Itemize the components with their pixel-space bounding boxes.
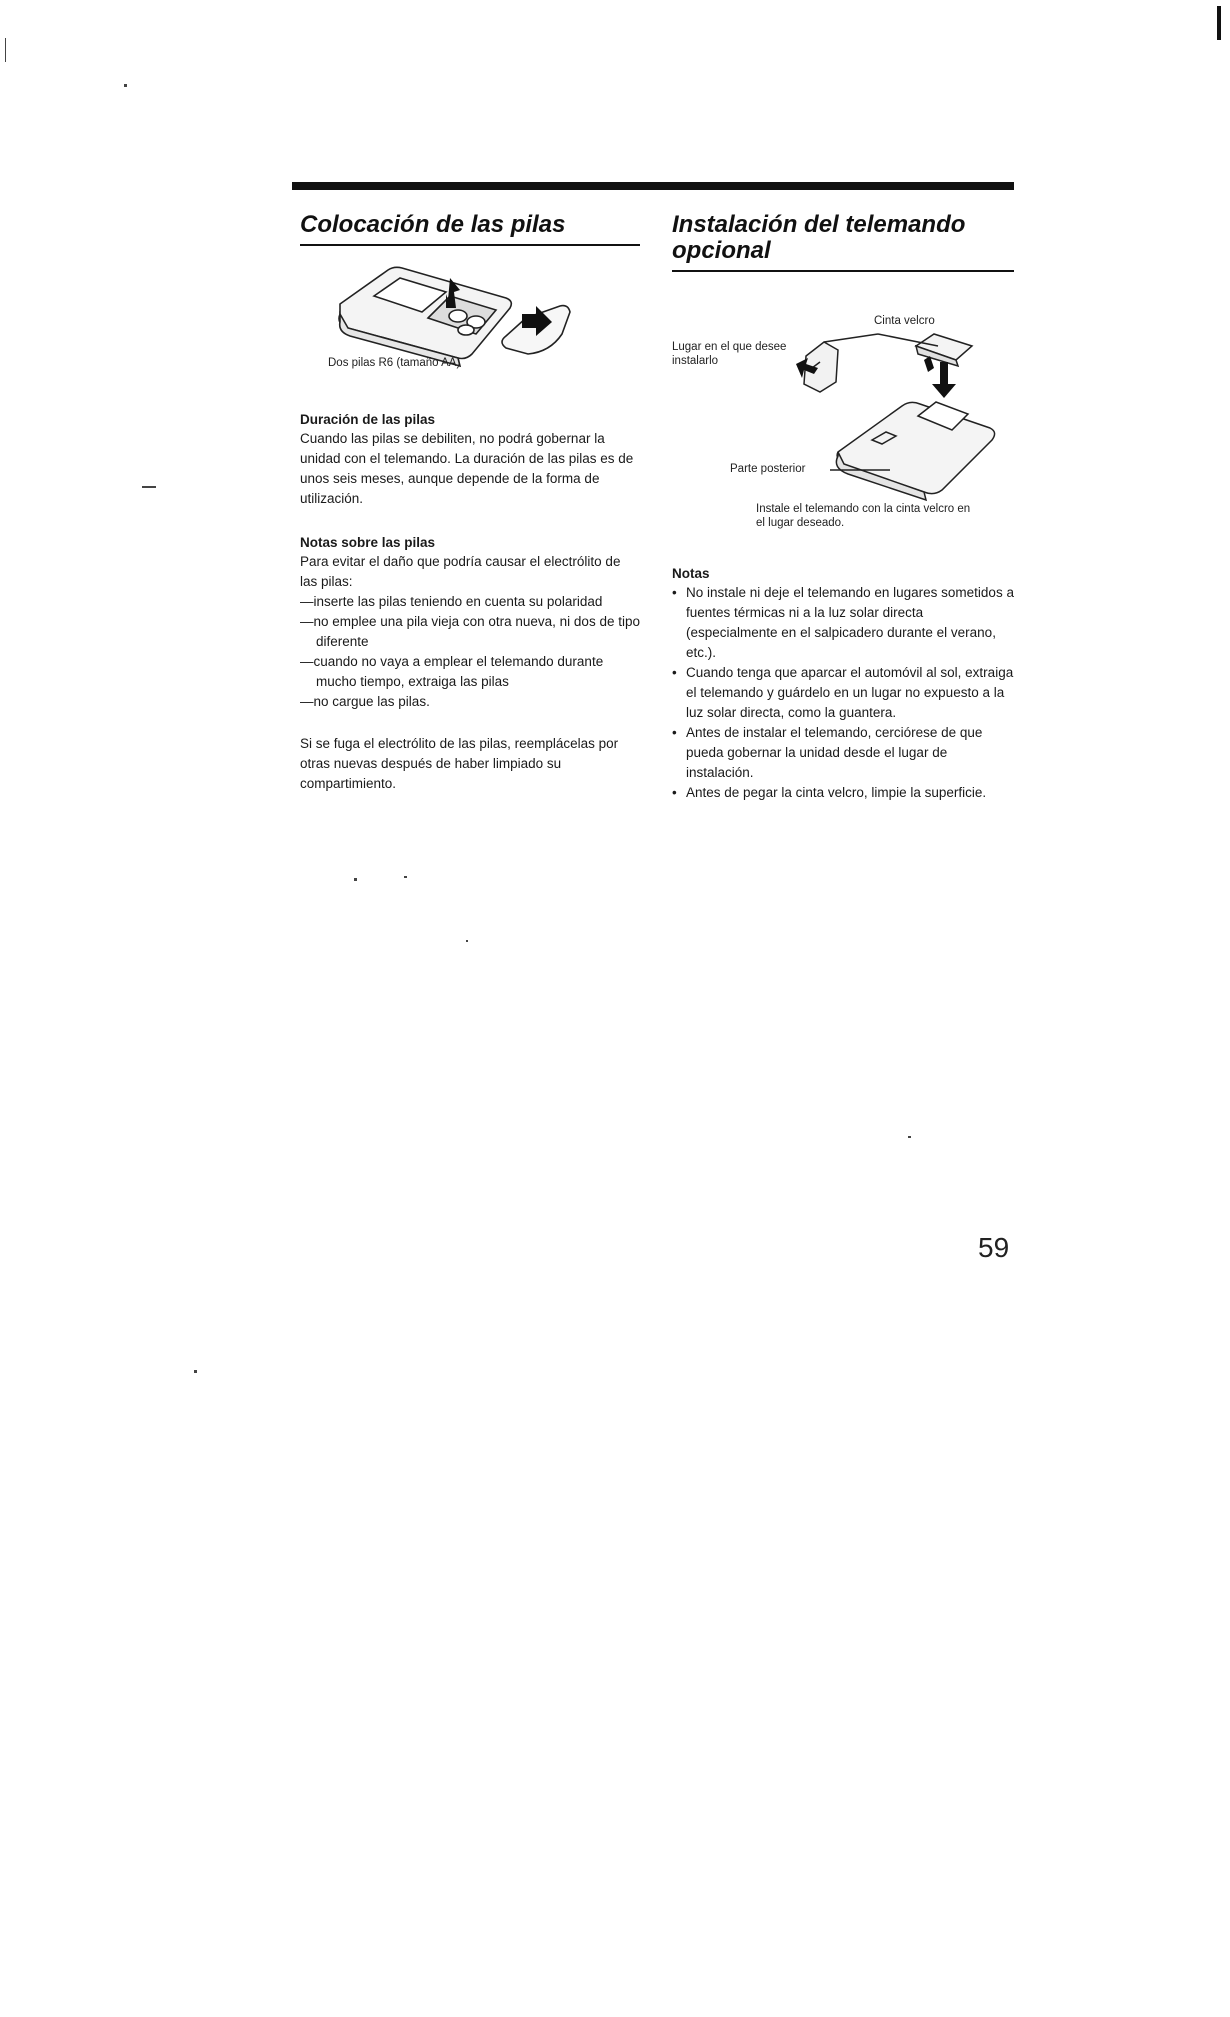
list-item: • No instale ni deje el telemando en lugares sometidos a fuentes térmicas ni a la luz solar directa (especialmente en el salpicadero durante el verano, etc.). <box>672 583 1014 663</box>
remote-mounting-illustration <box>672 294 1014 504</box>
list-item: —no emplee una pila vieja con otra nueva, ni dos de tipo diferente <box>300 614 640 649</box>
battery-notes-intro: Para evitar el daño que podría causar el electrólito de las pilas: <box>300 554 621 589</box>
installation-notes-heading: Notas <box>672 566 710 581</box>
battery-duration-block <box>300 410 640 509</box>
battery-leak-text: Si se fuga el electrólito de las pilas, reemplácelas por otras nuevas después de haber limpiado su compartimiento. <box>300 736 619 791</box>
scan-mark <box>1217 6 1221 40</box>
scan-mark <box>404 876 407 878</box>
battery-duration-heading: Duración de las pilas <box>300 412 436 427</box>
battery-figure-caption: Dos pilas R6 (tamaño AA) <box>328 357 461 369</box>
remote-battery-illustration <box>300 256 640 396</box>
section-title-batteries: Colocación de las pilas <box>300 212 640 246</box>
section-title-installation: Instalación del telemando opcional <box>672 212 1014 272</box>
battery-notes-heading: Notas sobre las pilas <box>300 535 436 550</box>
battery-figure <box>300 256 640 396</box>
scan-mark <box>194 1370 197 1373</box>
scan-mark <box>354 878 357 881</box>
list-item: —inserte las pilas teniendo en cuenta su polaridad <box>300 594 603 609</box>
battery-notes-list <box>300 592 640 712</box>
right-column <box>672 212 1014 803</box>
scan-mark <box>908 1136 911 1138</box>
installation-figure <box>672 294 1014 544</box>
battery-duration-text: Cuando las pilas se debiliten, no podrá gobernar la unidad con el telemando. La duración de las pilas es de unos seis meses, aunque depende de la forma de utilización. <box>300 431 634 506</box>
scan-mark <box>466 940 468 942</box>
list-item: —no cargue las pilas. <box>300 694 430 709</box>
battery-notes-block <box>300 533 640 712</box>
left-column <box>300 212 640 794</box>
scan-mark <box>5 38 6 62</box>
label-back: Parte posterior <box>730 463 806 475</box>
scan-mark <box>142 486 156 488</box>
list-item: • Antes de pegar la cinta velcro, limpie la superficie. <box>672 783 1014 803</box>
attach-arrow-icon <box>932 362 956 398</box>
top-rule <box>292 182 1014 190</box>
installation-notes-block <box>672 564 1014 803</box>
label-velcro: Cinta velcro <box>874 315 935 327</box>
list-item: —cuando no vaya a emplear el telemando durante mucho tiempo, extraiga las pilas <box>300 654 604 689</box>
label-location: Lugar en el que desee instalarlo <box>672 341 787 367</box>
battery-leak-block <box>300 734 640 794</box>
list-item: • Antes de instalar el telemando, cerciórese de que pueda gobernar la unidad desde el lugar de instalación. <box>672 723 1014 783</box>
list-item: • Cuando tenga que aparcar el automóvil al sol, extraiga el telemando y guárdelo en un lugar no expuesto a la luz solar directa, como la guantera. <box>672 663 1014 723</box>
scan-mark <box>124 84 127 87</box>
installation-notes-list <box>672 583 1014 803</box>
page-number: 59 <box>978 1232 1010 1263</box>
installation-figure-caption: Instale el telemando con la cinta velcro en el lugar deseado. <box>756 503 971 529</box>
